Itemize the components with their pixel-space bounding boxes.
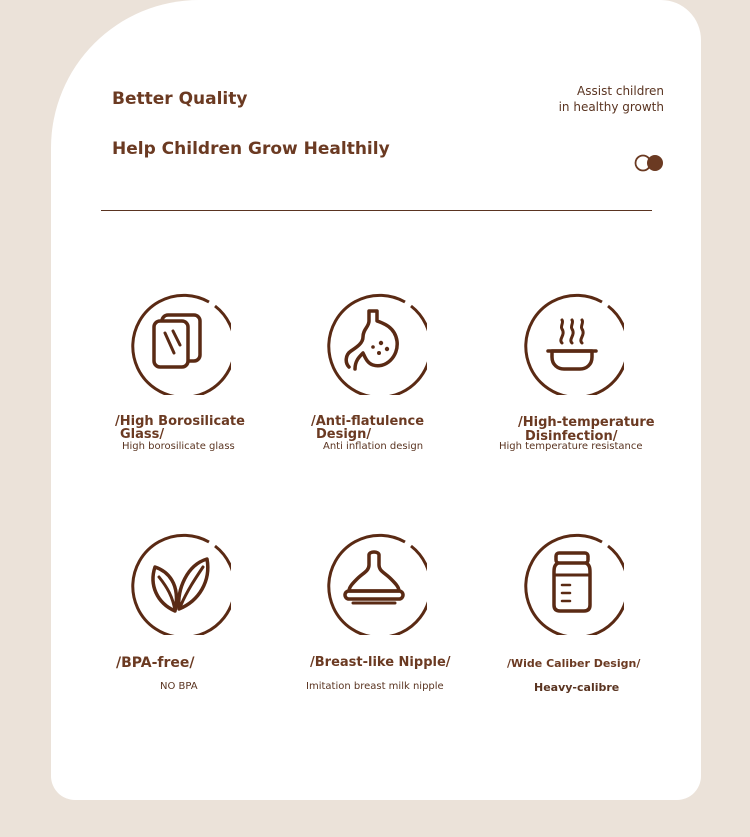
feature-subtitle-breast-nipple: Imitation breast milk nipple <box>306 681 444 692</box>
tagline-line-1: Assist children <box>577 84 664 98</box>
stomach-icon <box>323 291 427 395</box>
feature-subtitle-high-temp: High temperature resistance <box>499 441 643 452</box>
steaming-bowl-icon <box>520 291 624 395</box>
tagline <box>559 83 664 115</box>
title-better-quality: Better Quality <box>112 89 248 109</box>
feature-title-high-temp-2: Disinfection/ <box>525 429 618 444</box>
feature-title-borosilicate-1: /High Borosilicate <box>115 414 245 429</box>
feature-title-high-temp-1: /High-temperature <box>518 415 655 430</box>
feature-title-anti-flatulence-1: /Anti-flatulence <box>311 414 425 429</box>
leaf-icon <box>127 531 231 635</box>
divider <box>101 210 652 211</box>
feature-title-anti-flatulence-2: Design/ <box>316 427 372 442</box>
feature-subtitle-anti-flatulence: Anti inflation design <box>323 441 424 452</box>
feature-title-breast-nipple: /Breast-like Nipple/ <box>310 655 451 670</box>
glass-panels-icon <box>127 291 231 395</box>
feature-subtitle-wide-caliber: Heavy-calibre <box>534 681 620 694</box>
tagline-line-2: in healthy growth <box>558 100 664 114</box>
title-help-children: Help Children Grow Healthily <box>112 139 390 159</box>
feature-subtitle-bpa-free: NO BPA <box>160 681 198 692</box>
feature-subtitle-borosilicate: High borosilicate glass <box>122 441 235 452</box>
toggle-circles-icon <box>633 153 665 173</box>
feature-title-wide-caliber: /Wide Caliber Design/ <box>507 657 641 670</box>
jar-icon <box>520 531 624 635</box>
feature-title-borosilicate-2: Glass/ <box>120 427 165 442</box>
content-card <box>51 0 701 800</box>
feature-title-bpa-free: /BPA-free/ <box>116 655 195 671</box>
nipple-icon <box>323 531 427 635</box>
